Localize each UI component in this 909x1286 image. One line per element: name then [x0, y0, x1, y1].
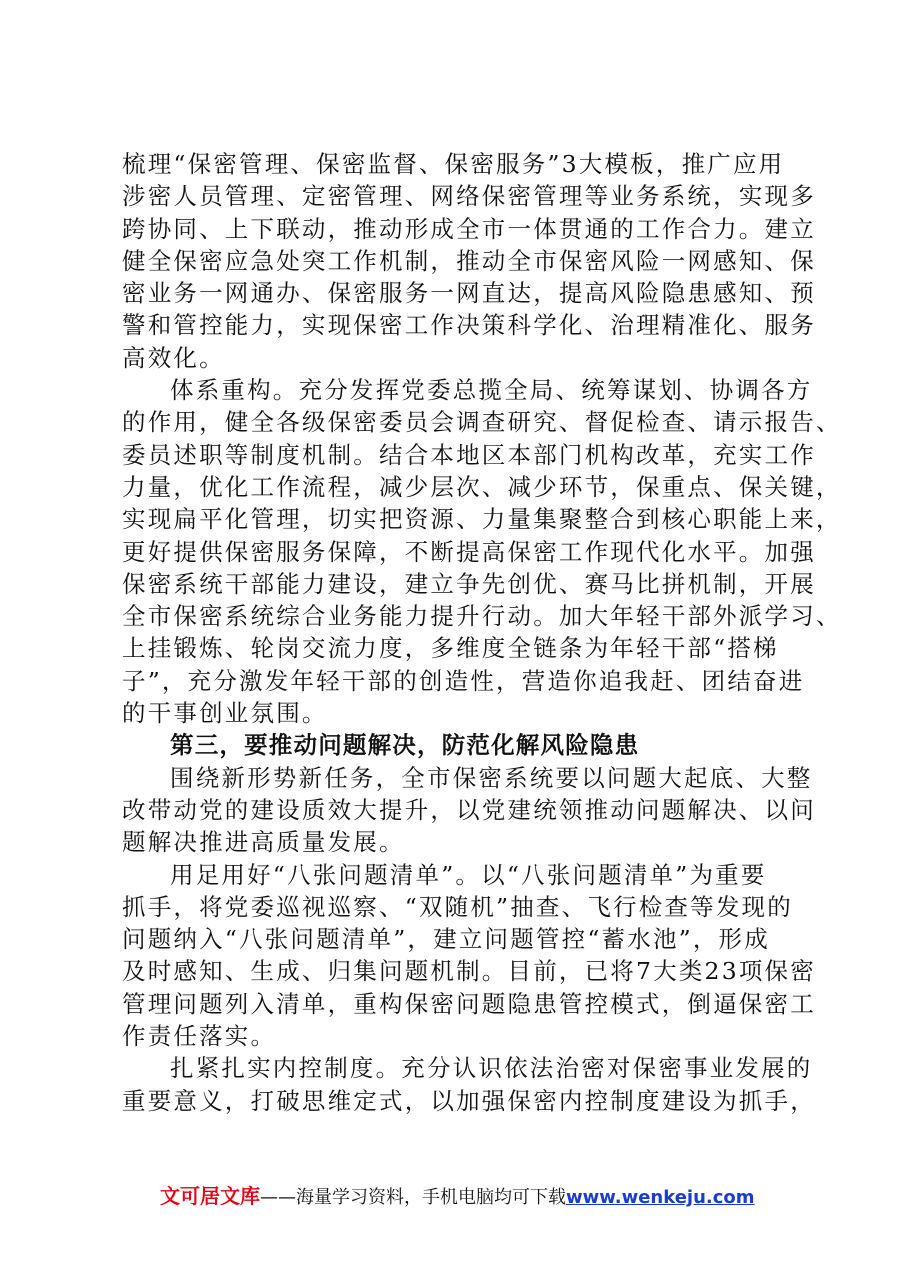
text-line: 更好提供保密服务保障，不断提高保密工作现代化水平。加强	[122, 537, 816, 566]
paragraph-start-line: 围绕新形势新任务，全市保密系统要以问题大起底、大整	[170, 763, 813, 792]
text-line: 跨协同、上下联动，推动形成全市一体贯通的工作合力。建立	[122, 214, 816, 243]
text-line: 子”，充分激发年轻干部的创造性，营造你追我赶、团结奋进	[122, 666, 805, 695]
text-line: 实现扁平化管理，切实把资源、力量集聚整合到核心职能上来，	[122, 505, 842, 534]
text-line: 健全保密应急处突工作机制，推动全市保密风险一网感知、保	[122, 246, 816, 275]
text-line: 抓手，将党委巡视巡察、“双随机”抽查、飞行检查等发现的	[122, 892, 793, 921]
text-line: 问题纳入“八张问题清单”，建立问题管控“蓄水池”，形成	[122, 925, 770, 954]
text-line: 保密系统干部能力建设，建立争先创优、赛马比拼机制，开展	[122, 569, 816, 598]
body-text	[122, 148, 842, 1117]
text-line: 的作用，健全各级保密委员会调查研究、督促检查、请示报告、	[122, 408, 842, 437]
footer-url-link[interactable]: www.wenkeju.com	[566, 1187, 755, 1208]
section-heading: 第三，要推动问题解决，防范化解风险隐患	[170, 731, 640, 760]
text-line: 委员述职等制度机制。结合本地区本部门机构改革，充实工作	[122, 440, 816, 469]
text-line: 的干事创业氛围。	[122, 699, 328, 728]
text-line: 力量，优化工作流程，减少层次、减少环节，保重点、保关键，	[122, 472, 842, 501]
footer-banner	[160, 1180, 755, 1209]
text-line: 高效化。	[122, 343, 225, 372]
text-line: 重要意义，打破思维定式，以加强保密内控制度建设为抓手，	[122, 1086, 816, 1115]
text-line: 题解决推进高质量发展。	[122, 828, 405, 857]
text-line: 管理问题列入清单，重构保密问题隐患管控模式，倒逼保密工	[122, 989, 816, 1018]
text-line: 警和管控能力，实现保密工作决策科学化、治理精准化、服务	[122, 311, 816, 340]
footer-slogan: ——海量学习资料，手机电脑均可下载	[260, 1187, 566, 1208]
text-line: 及时感知、生成、归集问题机制。目前，已将7大类23项保密	[122, 957, 816, 986]
footer-brand: 文可居文库	[160, 1184, 260, 1208]
paragraph-start-line: 用足用好“八张问题清单”。以“八张问题清单”为重要	[170, 860, 767, 889]
text-line: 涉密人员管理、定密管理、网络保密管理等业务系统，实现多	[122, 182, 816, 211]
text-line: 上挂锻炼、轮岗交流力度，多维度全链条为年轻干部“搭梯	[122, 634, 779, 663]
text-line: 改带动党的建设质效大提升，以党建统领推动问题解决、以问	[122, 795, 816, 824]
paragraph-start-line: 扎紧扎实内控制度。充分认识依法治密对保密事业发展的	[170, 1054, 813, 1083]
text-line: 梳理“保密管理、保密监督、保密服务”3大模板，推广应用	[122, 150, 785, 178]
paragraph-start-line: 体系重构。充分发挥党委总揽全局、统筹谋划、协调各方	[170, 376, 813, 405]
text-line: 密业务一网通办、保密服务一网直达，提高风险隐患感知、预	[122, 279, 816, 308]
text-line: 作责任落实。	[122, 1022, 277, 1051]
text-line: 全市保密系统综合业务能力提升行动。加大年轻干部外派学习、	[122, 602, 842, 631]
